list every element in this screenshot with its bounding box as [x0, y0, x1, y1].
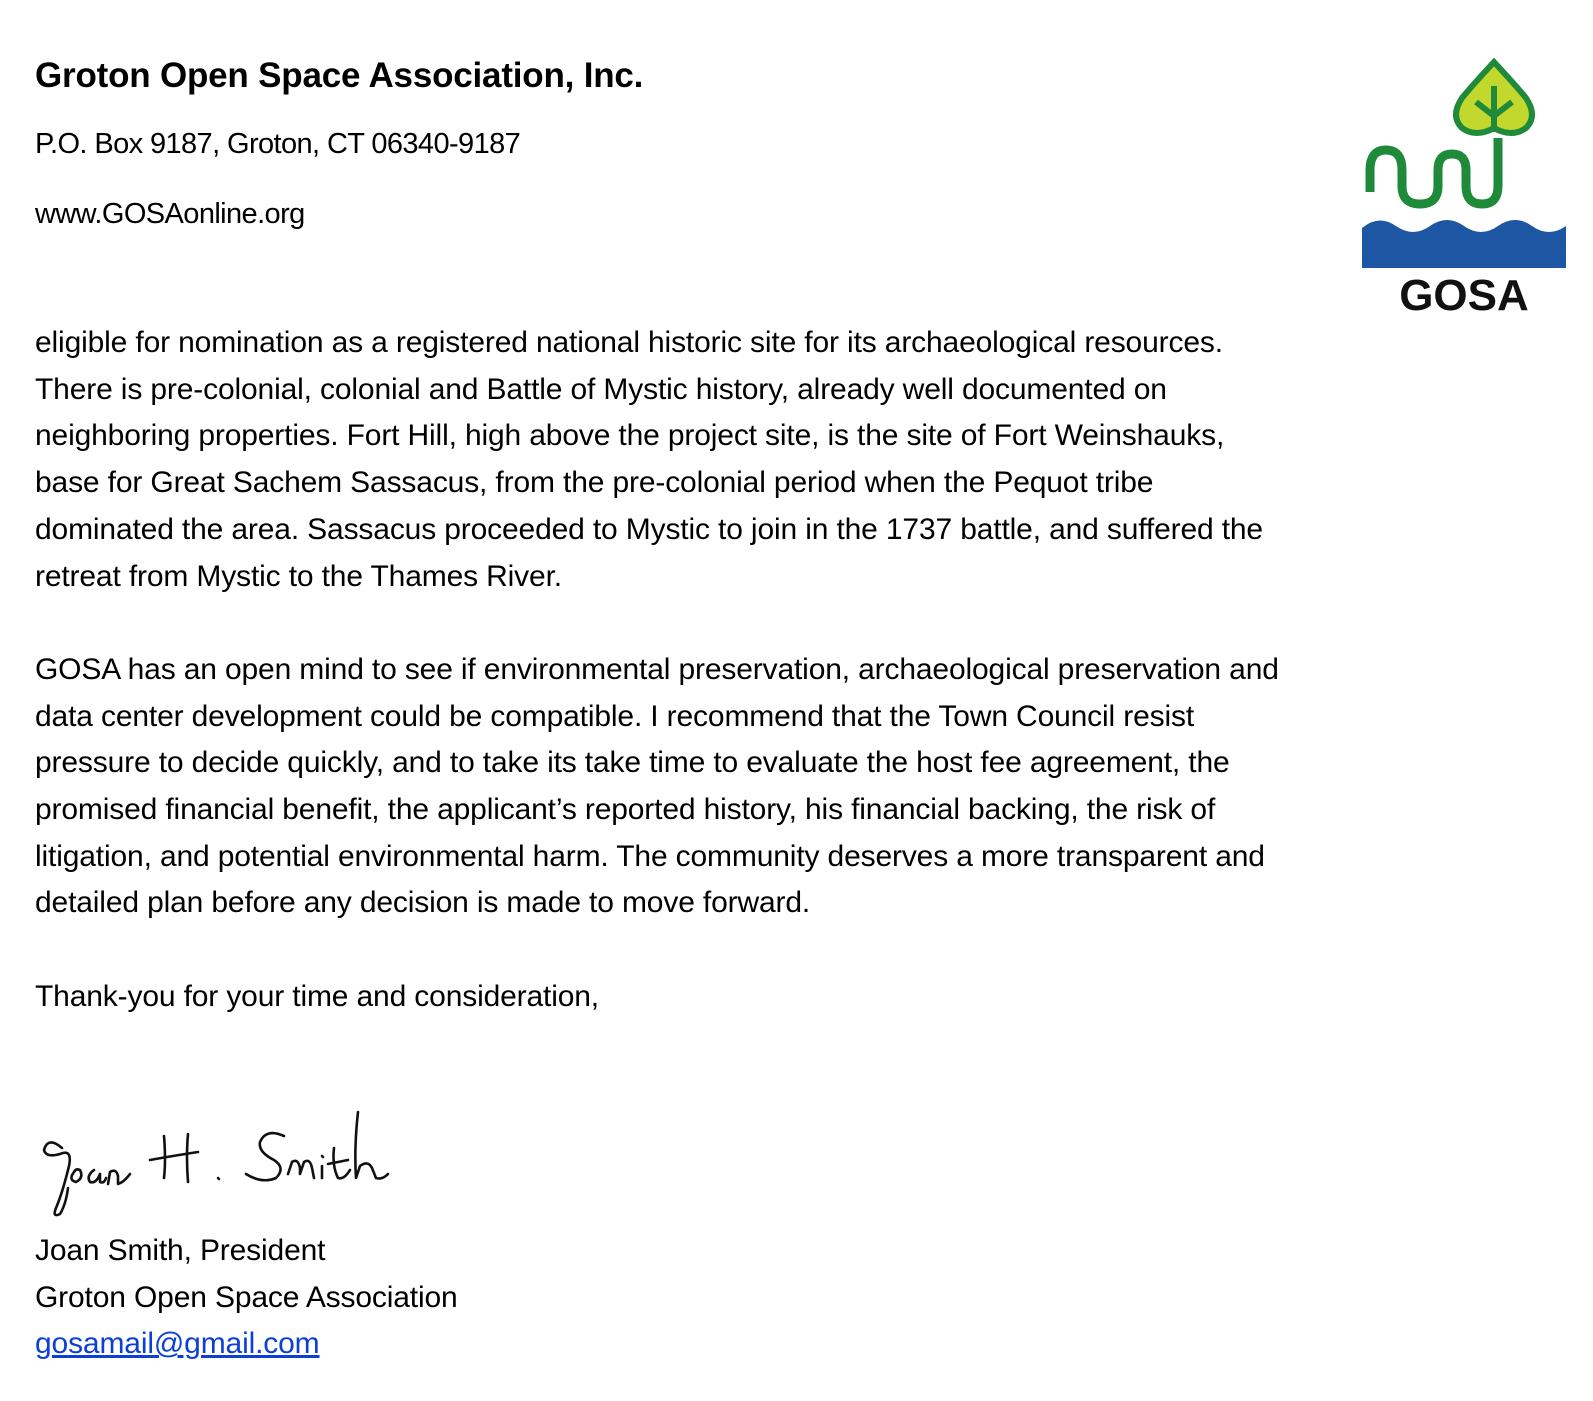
signer-organization: Groton Open Space Association — [35, 1280, 458, 1314]
logo-text: GOSA — [1399, 271, 1529, 320]
gosa-logo — [1362, 58, 1572, 320]
body-paragraph-1: eligible for nomination as a registered national historic site for its archaeological resources. There is pre-colonial, colonial and Battle of Mystic history, already well documented on neighboring properties. Fort Hill, high above the project site, is the site of Fort Weinshauks, base for Great Sachem Sassacus, from the pre-colonial period when the Pequot tribe dominated the area. Sassacus proceeded to Mystic to join in the 1737 battle, and suffered the retreat from Mystic to the Thames River. — [35, 326, 1263, 593]
website-text: www.GOSAonline.org — [35, 198, 305, 230]
letter-body — [35, 320, 1565, 1021]
signature-block — [35, 1228, 458, 1368]
closing-line: Thank-you for your time and consideration, — [35, 979, 599, 1013]
body-paragraph-2: GOSA has an open mind to see if environmental preservation, archaeological preservation and data center development could be compatible. I recommend that the Town Council resist pressure to decide quickly, and to take its take time to evaluate the host fee agreement, the promised financial benefit, the applicant’s reported history, his financial backing, the risk of litigation, and potential environmental harm. The community deserves a more transparent and detailed plan before any decision is made to move forward. — [35, 652, 1279, 920]
handwritten-signature — [38, 1108, 398, 1226]
email-link[interactable]: gosamail@gmail.com — [35, 1327, 320, 1361]
mailing-address: P.O. Box 9187, Groton, CT 06340-9187 — [35, 128, 521, 160]
signer-name-title: Joan Smith, President — [35, 1234, 326, 1267]
letterhead — [35, 50, 1275, 234]
water-wave-shape — [1362, 220, 1566, 268]
logo-stem-shape — [1370, 138, 1498, 204]
organization-name: Groton Open Space Association, Inc. — [35, 56, 644, 95]
